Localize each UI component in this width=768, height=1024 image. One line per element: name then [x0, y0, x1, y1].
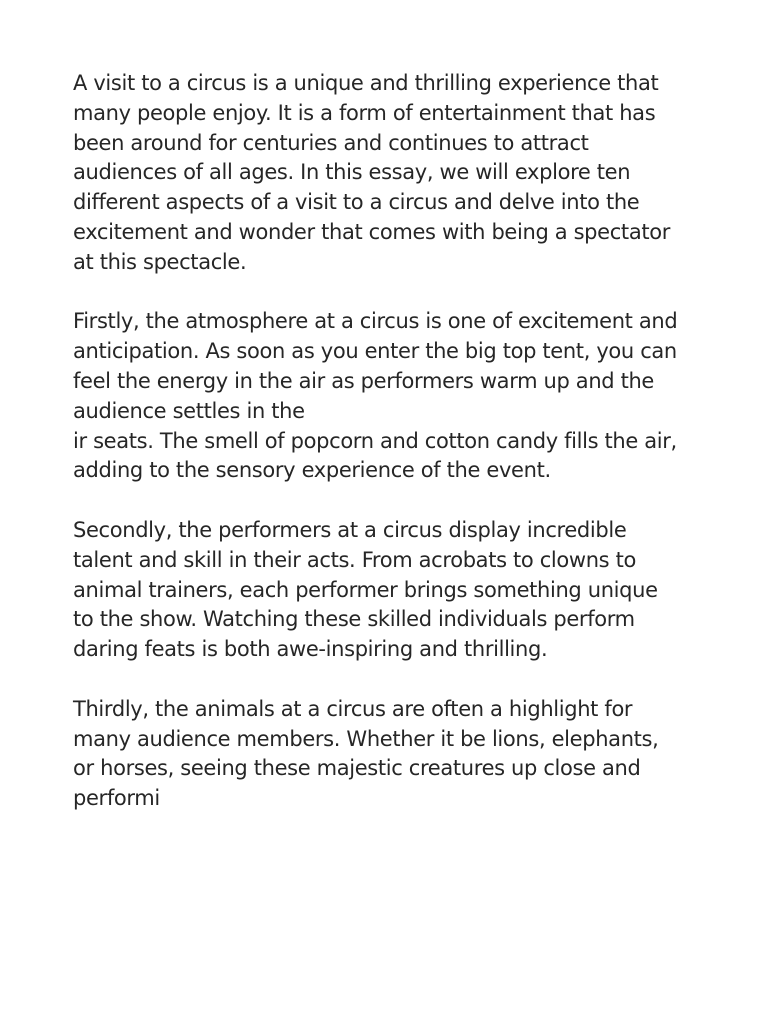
text-line: many people enjoy. It is a form of entertainment that has [73, 100, 656, 125]
text-line: to the show. Watching these skilled individuals perform [73, 607, 635, 632]
paragraph-performers [73, 516, 703, 665]
text-line: different aspects of a visit to a circus and delve into the [73, 190, 640, 215]
text-line: many audience members. Whether it be lions, elephants, [73, 726, 659, 751]
text-line: talent and skill in their acts. From acrobats to clowns to [73, 547, 636, 572]
paragraph-intro [73, 69, 703, 278]
text-line: excitement and wonder that comes with being a spectator [73, 219, 670, 244]
text-line: been around for centuries and continues to attract [73, 130, 589, 155]
document-body [73, 69, 703, 844]
text-line: Secondly, the performers at a circus display incredible [73, 517, 627, 542]
text-line: A visit to a circus is a unique and thrilling experience that [73, 71, 659, 95]
text-line: or horses, seeing these majestic creatures up close and [73, 756, 641, 781]
text-line: animal trainers, each performer brings something unique [73, 577, 658, 602]
paragraph-atmosphere [73, 307, 703, 486]
text-line: audiences of all ages. In this essay, we will explore ten [73, 160, 631, 185]
text-line: daring feats is both awe-inspiring and thrilling. [73, 637, 548, 662]
text-line: adding to the sensory experience of the event. [73, 458, 551, 483]
text-line: feel the energy in the air as performers warm up and the [73, 368, 655, 393]
text-line: anticipation. As soon as you enter the big top tent, you can [73, 339, 677, 364]
text-line: ir seats. The smell of popcorn and cotton candy fills the air, [73, 428, 677, 453]
text-line: audience settles in the [73, 398, 305, 423]
text-line: Firstly, the atmosphere at a circus is one of excitement and [73, 309, 678, 334]
text-line: performi [73, 786, 160, 811]
text-line: Thirdly, the animals at a circus are often a highlight for [73, 696, 633, 721]
text-line: at this spectacle. [73, 249, 247, 274]
paragraph-animals [73, 695, 703, 814]
